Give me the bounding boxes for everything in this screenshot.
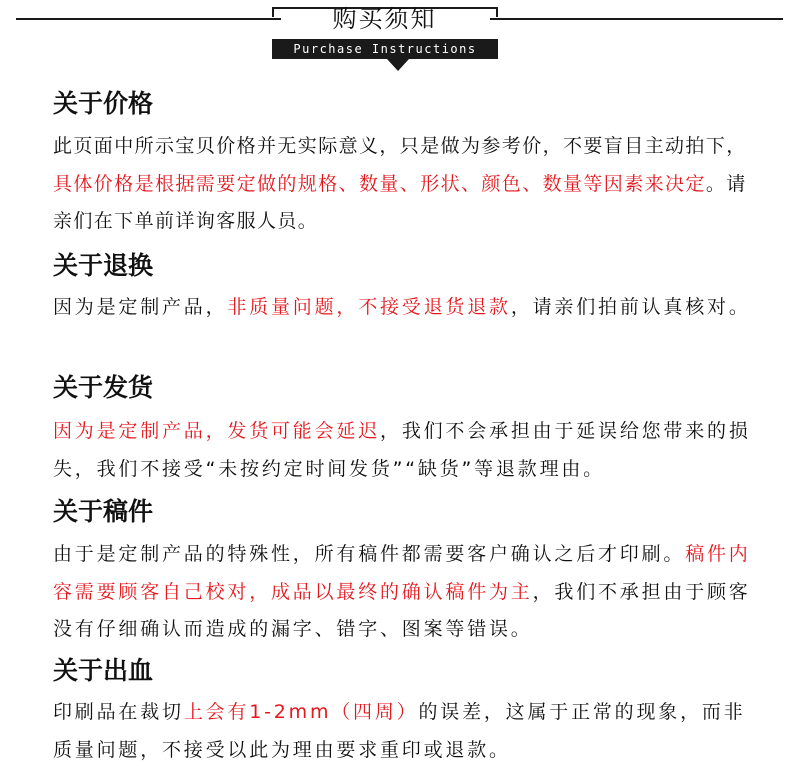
section-title-manuscripts: 关于稿件 <box>53 497 154 526</box>
section-title-bleed: 关于出血 <box>53 656 154 685</box>
header-left-rule <box>16 18 281 20</box>
manuscripts-highlight: 稿件内容需要顾客自己校对，成品以最终的确认稿件为主 <box>53 543 751 603</box>
section-body-bleed <box>53 694 753 769</box>
price-text-2: 。请亲们在下单前详询客服人员。 <box>53 172 747 232</box>
section-body-price <box>53 128 753 241</box>
shipping-highlight: 因为是定制产品，发货可能会延迟 <box>53 420 381 442</box>
returns-text-1: 因为是定制产品， <box>53 296 228 318</box>
section-body-manuscripts <box>53 536 753 649</box>
header-title: 购买须知 <box>332 5 437 33</box>
bleed-highlight: 上会有1-2mm（四周） <box>183 701 419 723</box>
section-title-shipping: 关于发货 <box>53 373 154 402</box>
section-title-price: 关于价格 <box>53 89 154 118</box>
returns-highlight: 非质量问题，不接受退货退款 <box>227 296 511 318</box>
section-title-returns: 关于退换 <box>53 251 154 280</box>
section-body-shipping <box>53 413 753 488</box>
price-text-1: 此页面中所示宝贝价格并无实际意义，只是做为参考价，不要盲目主动拍下， <box>53 135 747 157</box>
header-down-arrow-icon <box>387 59 409 71</box>
shipping-text-1: ，我们不会承担由于延误给您带来的损失，我们不接受“未按约定时间发货”“缺货”等退款理由。 <box>53 420 751 480</box>
returns-text-2: ，请亲们拍前认真核对。 <box>510 296 751 318</box>
manuscripts-text-1: 由于是定制产品的特殊性，所有稿件都需要客户确认之后才印刷。 <box>53 543 686 565</box>
purchase-instructions-header <box>0 0 800 80</box>
section-body-returns <box>53 289 753 327</box>
header-subtitle: Purchase Instructions <box>272 39 498 59</box>
bleed-text-2: 的误差，这属于正常的现象，而非质量问题，不接受以此为理由要求重印或退款。 <box>53 701 746 761</box>
bleed-text-1: 印刷品在裁切 <box>53 701 184 723</box>
price-highlight: 具体价格是根据需要定做的规格、数量、形状、颜色、数量等因素来决定 <box>53 172 706 195</box>
manuscripts-text-2: ，我们不承担由于顾客没有仔细确认而造成的漏字、错字、图案等错误。 <box>53 580 751 640</box>
header-right-rule <box>490 18 783 20</box>
